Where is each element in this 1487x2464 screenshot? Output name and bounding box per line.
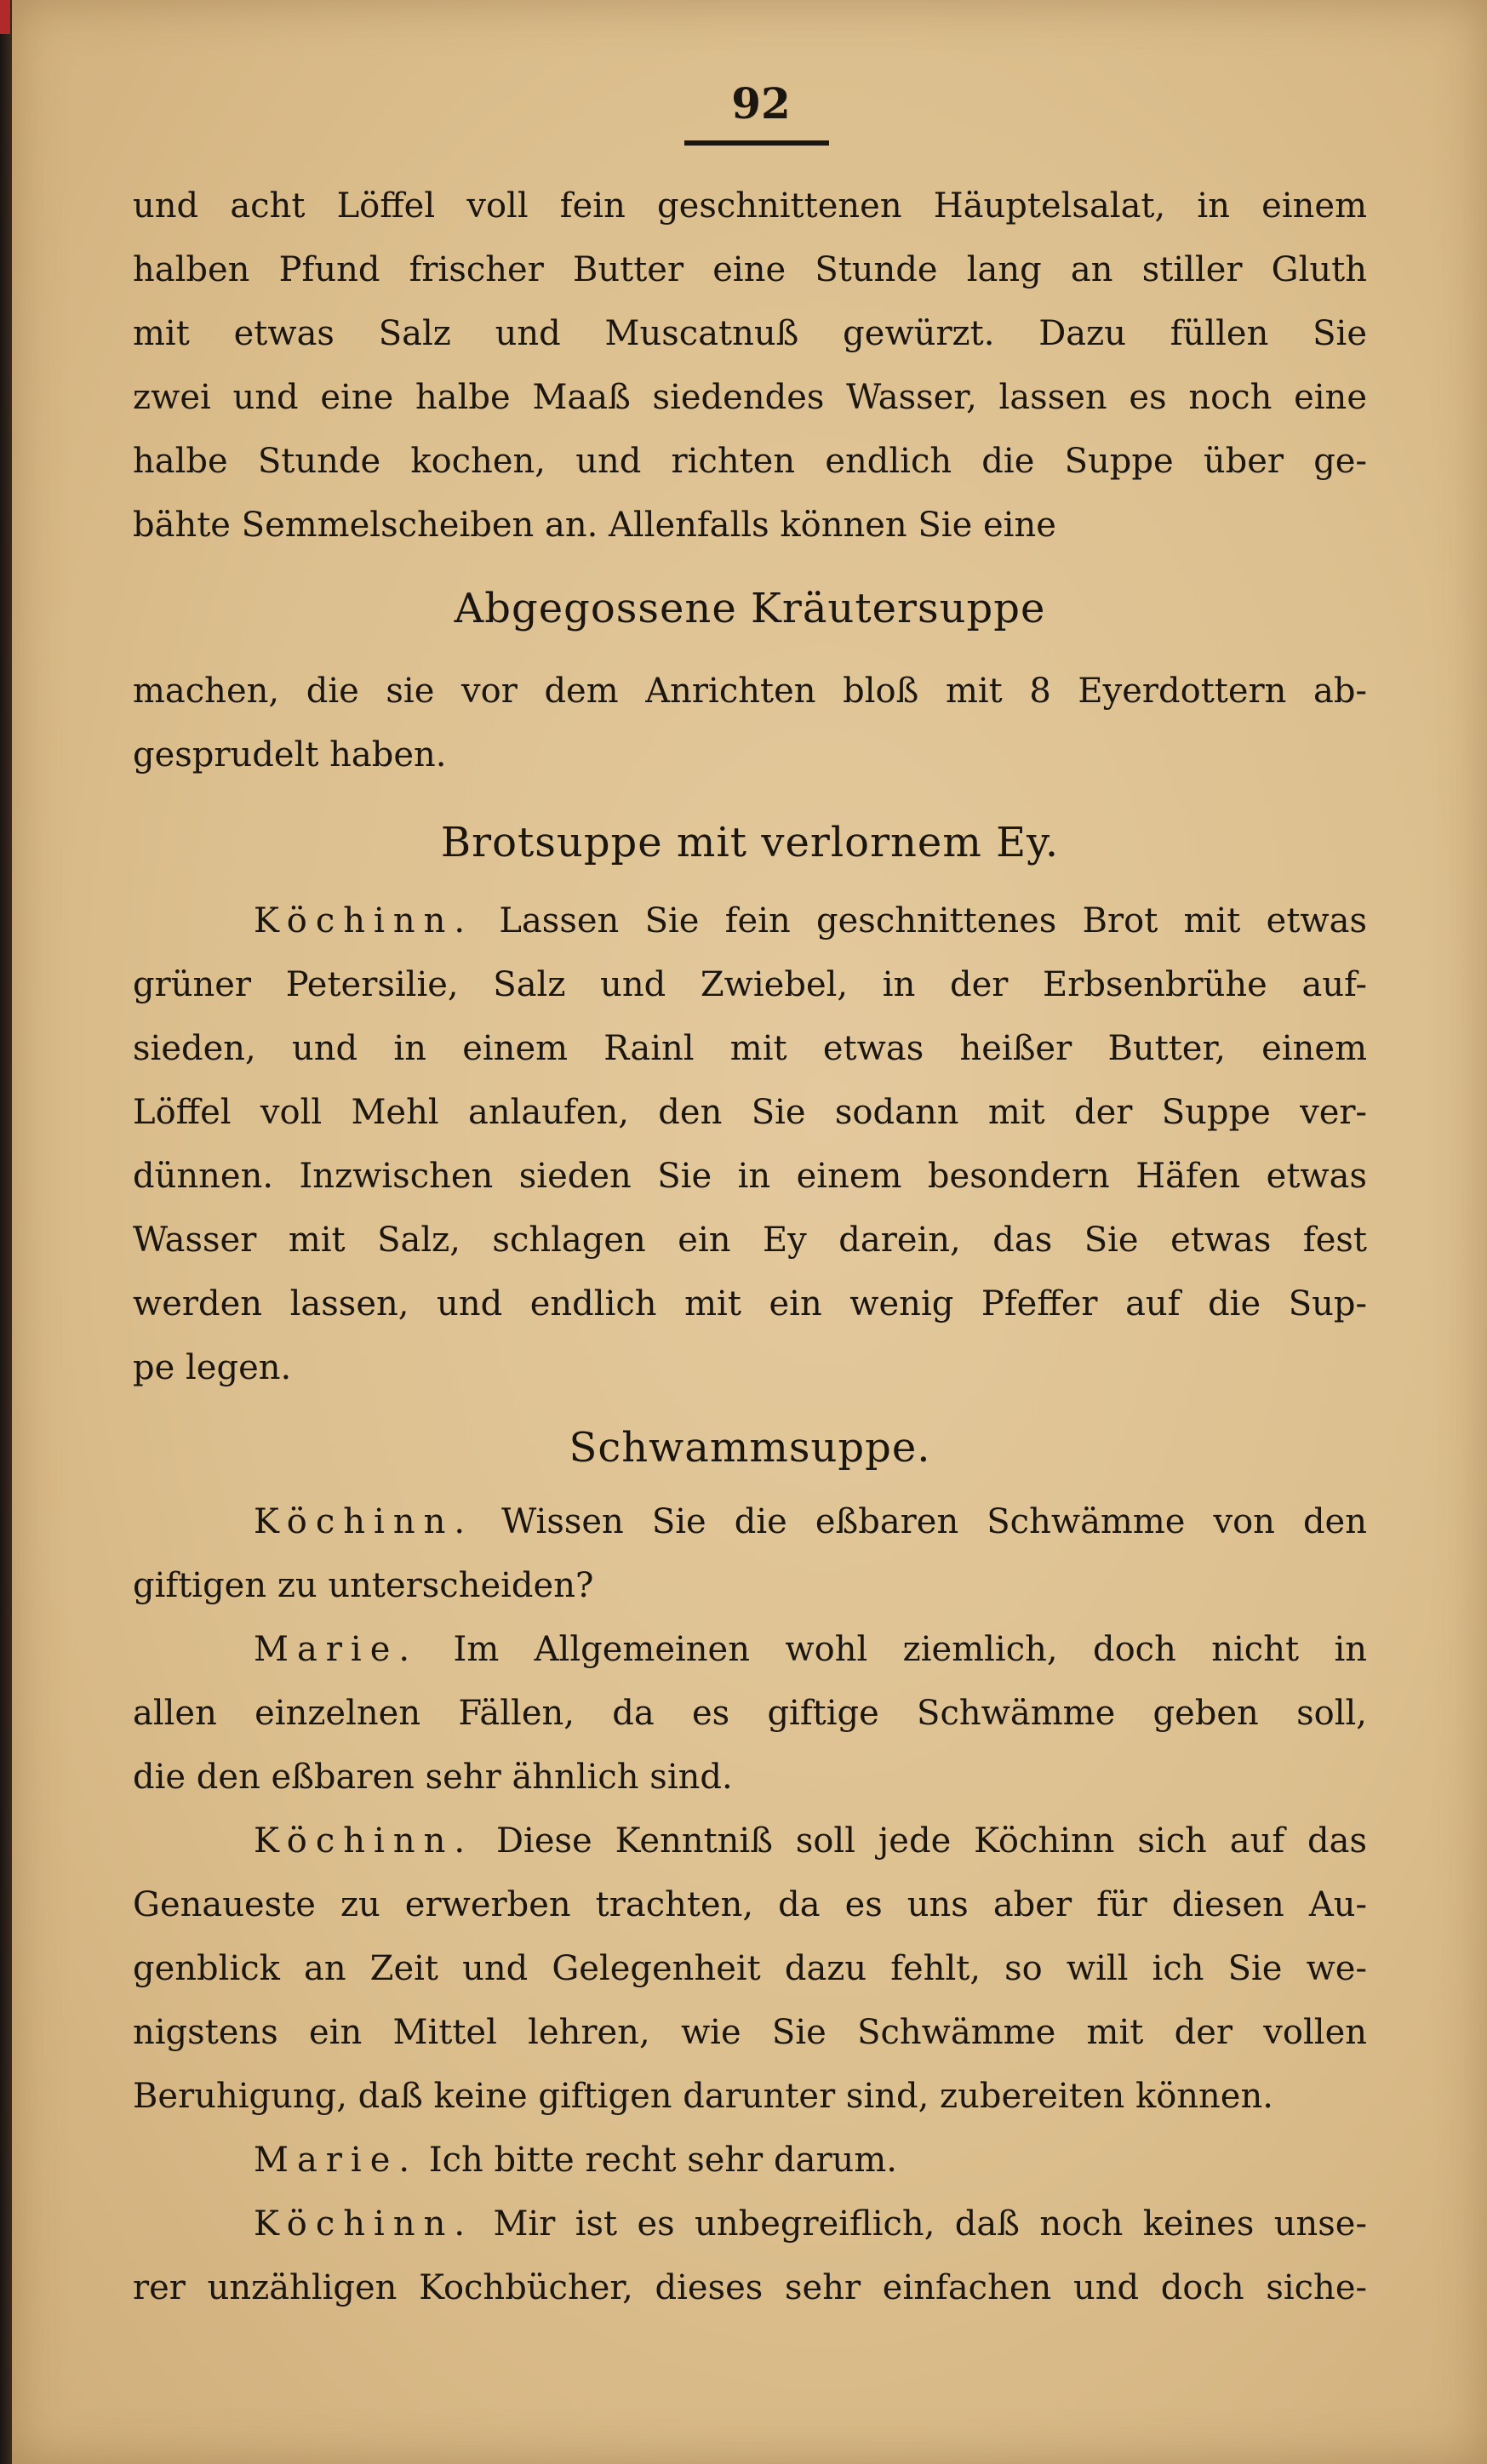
heading-kraeutersuppe: Abgegossene Kräutersuppe — [454, 585, 1046, 632]
speech-text: Wissen Sie die eßbaren Schwämme von den — [501, 1502, 1367, 1541]
text-line — [133, 1618, 1367, 1682]
text-line — [133, 1809, 1367, 1873]
text-line: gesprudelt haben. — [133, 735, 447, 775]
page-number: 92 — [731, 78, 791, 129]
text-line: die den eßbaren sehr ähnlich sind. — [133, 1758, 733, 1797]
book-spine-edge — [0, 0, 12, 2464]
text-line: Genaueste zu erwerben trachten, da es uns aber für diesen Au- — [133, 1885, 1367, 1924]
speech-text: Ich bitte recht sehr darum. — [428, 2141, 897, 2180]
text-line: allen einzelnen Fällen, da es giftige Schwämme geben soll, — [133, 1694, 1367, 1733]
speech-text: Diese Kenntniß soll jede Köchinn sich auf das — [495, 1821, 1368, 1861]
spine-red-mark — [0, 0, 10, 34]
text-line: giftigen zu unterscheiden? — [133, 1566, 594, 1605]
speaker-label: Köchinn. — [254, 1821, 474, 1861]
header-rule — [684, 140, 829, 146]
text-line — [133, 889, 1367, 953]
speaker-label: Köchinn. — [254, 2204, 474, 2244]
speaker-label: Köchinn. — [254, 1502, 474, 1541]
text-line: machen, die sie vor dem Anrichten bloß mit 8 Eyerdottern ab- — [133, 672, 1367, 711]
speaker-label: Marie. — [254, 2141, 419, 2180]
text-line: bähte Semmelscheiben an. Allenfalls können Sie eine — [133, 506, 1056, 545]
text-line: mit etwas Salz und Muscatnuß gewürzt. Dazu füllen Sie — [133, 314, 1367, 353]
text-line: halben Pfund frischer Butter eine Stunde lang an stiller Gluth — [133, 250, 1367, 289]
text-line: Löffel voll Mehl anlaufen, den Sie sodann mit der Suppe ver- — [133, 1093, 1367, 1132]
text-line — [133, 1490, 1367, 1554]
speaker-label: Köchinn. — [254, 901, 474, 940]
heading-brotsuppe: Brotsuppe mit verlornem Ey. — [440, 819, 1060, 866]
text-line: und acht Löffel voll fein geschnittenen Häuptelsalat, in einem — [133, 186, 1367, 226]
text-line: Wasser mit Salz, schlagen ein Ey darein, das Sie etwas fest — [133, 1221, 1367, 1260]
speaker-label: Marie. — [254, 1630, 419, 1669]
text-line: genblick an Zeit und Gelegenheit dazu fehlt, so will ich Sie we- — [133, 1949, 1367, 1988]
text-line: pe legen. — [133, 1348, 292, 1387]
text-line: sieden, und in einem Rainl mit etwas heißer Butter, einem — [133, 1029, 1367, 1068]
heading-schwammsuppe: Schwammsuppe. — [569, 1424, 931, 1472]
text-line: rer unzähligen Kochbücher, dieses sehr einfachen und doch siche- — [133, 2268, 1367, 2307]
speech-text: Mir ist es unbegreiflich, daß noch keines unse- — [493, 2204, 1367, 2244]
speech-text: Im Allgemeinen wohl ziemlich, doch nicht in — [453, 1630, 1367, 1669]
text-line: nigstens ein Mittel lehren, wie Sie Schwämme mit der vollen — [133, 2013, 1367, 2052]
text-line — [133, 2192, 1367, 2256]
text-line: zwei und eine halbe Maaß siedendes Wasser, lassen es noch eine — [133, 378, 1367, 417]
text-line — [133, 2129, 1367, 2192]
text-line: dünnen. Inzwischen sieden Sie in einem besondern Häfen etwas — [133, 1157, 1367, 1196]
text-line: Beruhigung, daß keine giftigen darunter sind, zubereiten können. — [133, 2077, 1273, 2116]
text-line: halbe Stunde kochen, und richten endlich die Suppe über ge- — [133, 442, 1367, 481]
page-text — [133, 174, 1367, 2320]
speech-text: Lassen Sie fein geschnittenes Brot mit etwas — [499, 901, 1368, 940]
text-line: werden lassen, und endlich mit ein wenig Pfeffer auf die Sup- — [133, 1284, 1367, 1323]
text-line: grüner Petersilie, Salz und Zwiebel, in der Erbsenbrühe auf- — [133, 965, 1367, 1004]
